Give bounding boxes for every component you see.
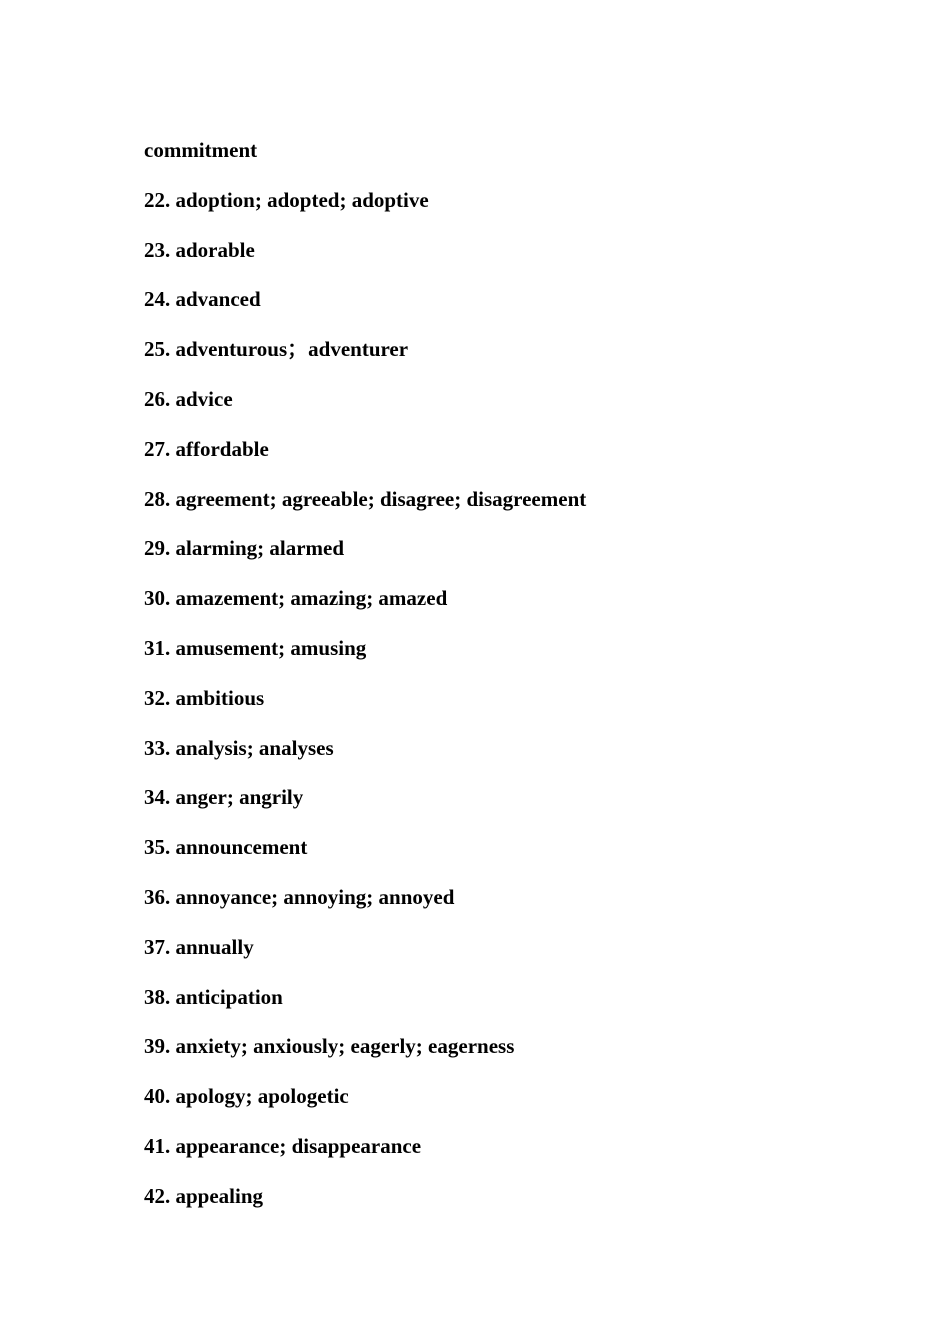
- word-list: [144, 136, 904, 1232]
- list-item: 37. annually: [144, 934, 254, 959]
- list-item: 30. amazement; amazing; amazed: [144, 586, 448, 611]
- list-item: 25. adventurous；adventurer: [144, 337, 409, 362]
- list-item: 26. advice: [144, 386, 233, 411]
- list-item: 22. adoption; adopted; adoptive: [144, 187, 429, 212]
- list-item: 24. advanced: [144, 287, 261, 312]
- list-item: 23. adorable: [144, 237, 255, 262]
- list-item: 28. agreement; agreeable; disagree; disagreement: [144, 486, 587, 511]
- list-item: 38. anticipation: [144, 984, 283, 1009]
- list-item: 42. appealing: [144, 1183, 264, 1208]
- list-item: 32. ambitious: [144, 685, 265, 710]
- list-item: 31. amusement; amusing: [144, 635, 367, 660]
- list-item: 39. anxiety; anxiously; eagerly; eagerness: [144, 1034, 515, 1059]
- list-item: 27. affordable: [144, 436, 269, 461]
- list-item: 29. alarming; alarmed: [144, 536, 345, 561]
- list-item: 33. analysis; analyses: [144, 735, 334, 760]
- list-item: 40. apology; apologetic: [144, 1084, 349, 1109]
- list-item: 41. appearance; disappearance: [144, 1133, 422, 1158]
- list-item: 34. anger; angrily: [144, 785, 304, 810]
- list-item: 36. annoyance; annoying; annoyed: [144, 884, 455, 909]
- list-item: commitment: [144, 138, 258, 162]
- list-item: 35. announcement: [144, 835, 308, 860]
